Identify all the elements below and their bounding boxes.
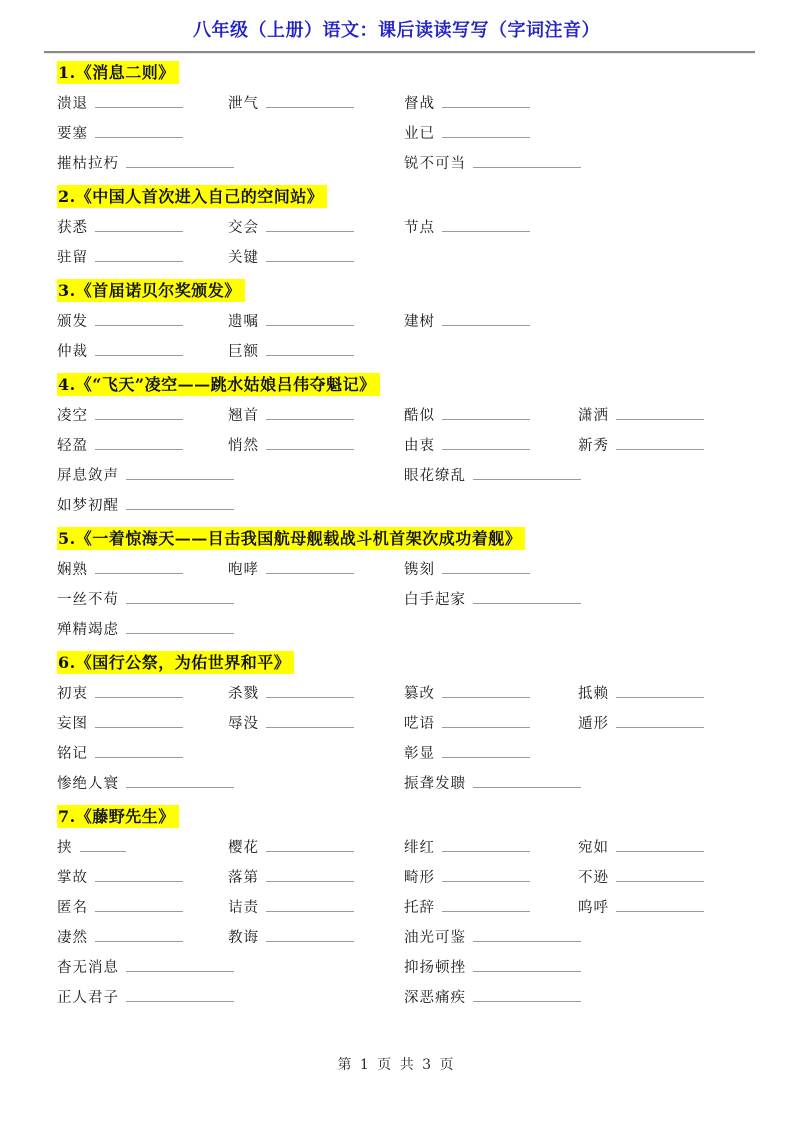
section-heading-text: 2.《中国人首次进入自己的空间站》 — [57, 185, 327, 208]
word-cell — [228, 430, 404, 461]
section-heading-text: 7.《藤野先生》 — [57, 805, 179, 828]
word-cell — [228, 832, 404, 863]
word-label: 仲裁 — [57, 344, 88, 360]
word-cell — [57, 148, 228, 179]
word-cell — [404, 708, 578, 739]
document-title: 八年级（上册）语文：课后读读写写（字词注音） — [193, 20, 600, 41]
answer-blank — [616, 407, 704, 420]
section-heading — [57, 370, 755, 400]
word-label: 樱花 — [228, 840, 259, 856]
word-cell — [57, 554, 228, 585]
word-cell — [578, 678, 755, 709]
word-cell — [404, 460, 578, 491]
word-label: 畸形 — [404, 870, 435, 886]
word-cell — [57, 738, 228, 769]
word-cell — [57, 678, 228, 709]
answer-blank — [442, 125, 530, 138]
word-label: 新秀 — [578, 438, 609, 454]
word-cell — [578, 862, 755, 893]
word-label: 遗嘱 — [228, 314, 259, 330]
word-row — [57, 584, 755, 614]
word-label: 一丝不苟 — [57, 592, 119, 608]
section-heading — [57, 276, 755, 306]
word-label: 挟 — [57, 840, 73, 856]
word-label: 关键 — [228, 250, 259, 266]
word-row — [57, 336, 755, 366]
word-label: 诘责 — [228, 900, 259, 916]
section-heading-text: 6.《国行公祭，为佑世界和平》 — [57, 651, 294, 674]
word-row — [57, 430, 755, 460]
word-label: 节点 — [404, 220, 435, 236]
word-label: 镌刻 — [404, 562, 435, 578]
word-label: 抵赖 — [578, 686, 609, 702]
answer-blank — [266, 249, 354, 262]
answer-blank — [266, 407, 354, 420]
answer-blank — [442, 407, 530, 420]
answer-blank — [473, 989, 581, 1002]
answer-blank — [126, 497, 234, 510]
answer-blank — [95, 929, 183, 942]
word-cell — [404, 862, 578, 893]
word-cell — [57, 892, 228, 923]
word-cell — [228, 678, 404, 709]
word-label: 白手起家 — [404, 592, 466, 608]
word-row — [57, 768, 755, 798]
word-label: 杀戮 — [228, 686, 259, 702]
word-cell — [578, 430, 755, 461]
answer-blank — [616, 437, 704, 450]
word-label: 匿名 — [57, 900, 88, 916]
answer-blank — [95, 407, 183, 420]
answer-blank — [95, 219, 183, 232]
word-cell — [57, 336, 228, 367]
answer-blank — [80, 839, 126, 852]
word-cell — [404, 212, 578, 243]
answer-blank — [616, 715, 704, 728]
word-cell — [57, 832, 228, 863]
answer-blank — [266, 685, 354, 698]
word-label: 油光可鉴 — [404, 930, 466, 946]
answer-blank — [95, 715, 183, 728]
word-label: 不逊 — [578, 870, 609, 886]
word-row — [57, 952, 755, 982]
word-label: 督战 — [404, 96, 435, 112]
title-divider — [44, 51, 755, 54]
answer-blank — [266, 95, 354, 108]
answer-blank — [442, 561, 530, 574]
word-cell — [57, 614, 228, 645]
word-label: 交会 — [228, 220, 259, 236]
word-label: 颁发 — [57, 314, 88, 330]
word-cell — [57, 430, 228, 461]
word-label: 教诲 — [228, 930, 259, 946]
word-label: 巨额 — [228, 344, 259, 360]
section-heading — [57, 648, 755, 678]
word-row — [57, 88, 755, 118]
word-label: 妄图 — [57, 716, 88, 732]
answer-blank — [442, 437, 530, 450]
answer-blank — [442, 715, 530, 728]
word-cell — [228, 242, 404, 273]
word-label: 凄然 — [57, 930, 88, 946]
word-cell — [404, 88, 578, 119]
word-label: 凌空 — [57, 408, 88, 424]
word-label: 驻留 — [57, 250, 88, 266]
answer-blank — [95, 125, 183, 138]
word-cell — [57, 952, 228, 983]
answer-blank — [126, 775, 234, 788]
word-label: 获悉 — [57, 220, 88, 236]
word-label: 翘首 — [228, 408, 259, 424]
word-cell — [57, 982, 228, 1013]
answer-blank — [126, 467, 234, 480]
word-label: 掌故 — [57, 870, 88, 886]
answer-blank — [616, 869, 704, 882]
answer-blank — [95, 95, 183, 108]
answer-blank — [442, 745, 530, 758]
word-cell — [57, 400, 228, 431]
word-label: 锐不可当 — [404, 156, 466, 172]
answer-blank — [95, 437, 183, 450]
word-label: 咆哮 — [228, 562, 259, 578]
word-cell — [228, 336, 404, 367]
answer-blank — [266, 929, 354, 942]
word-cell — [57, 88, 228, 119]
word-label: 殚精竭虑 — [57, 622, 119, 638]
answer-blank — [126, 591, 234, 604]
word-cell — [578, 892, 755, 923]
word-cell — [57, 768, 228, 799]
word-cell — [57, 922, 228, 953]
answer-blank — [616, 685, 704, 698]
word-label: 潇洒 — [578, 408, 609, 424]
section — [57, 58, 755, 178]
answer-blank — [473, 775, 581, 788]
word-row — [57, 460, 755, 490]
word-label: 如梦初醒 — [57, 498, 119, 514]
answer-blank — [442, 219, 530, 232]
word-cell — [57, 306, 228, 337]
answer-blank — [266, 899, 354, 912]
answer-blank — [442, 839, 530, 852]
section — [57, 276, 755, 366]
word-label: 娴熟 — [57, 562, 88, 578]
page-footer: 第 1 页 共 3 页 — [337, 1057, 456, 1073]
answer-blank — [266, 313, 354, 326]
word-label: 遁形 — [578, 716, 609, 732]
word-row — [57, 678, 755, 708]
word-row — [57, 400, 755, 430]
word-label: 由衷 — [404, 438, 435, 454]
word-cell — [404, 306, 578, 337]
word-cell — [228, 862, 404, 893]
answer-blank — [442, 95, 530, 108]
answer-blank — [442, 869, 530, 882]
section — [57, 370, 755, 520]
word-label: 深恶痛疾 — [404, 990, 466, 1006]
section-heading-text: 4.《“飞天”凌空——跳水姑娘吕伟夺魁记》 — [57, 373, 380, 396]
word-row — [57, 118, 755, 148]
section — [57, 182, 755, 272]
word-cell — [578, 708, 755, 739]
sections-container — [57, 58, 755, 1012]
answer-blank — [266, 219, 354, 232]
answer-blank — [95, 869, 183, 882]
section-heading-text: 3.《首届诺贝尔奖颁发》 — [57, 279, 245, 302]
answer-blank — [266, 839, 354, 852]
answer-blank — [266, 869, 354, 882]
answer-blank — [95, 249, 183, 262]
word-cell — [404, 554, 578, 585]
word-cell — [57, 490, 228, 521]
section — [57, 524, 755, 644]
answer-blank — [95, 313, 183, 326]
word-label: 眼花缭乱 — [404, 468, 466, 484]
answer-blank — [266, 561, 354, 574]
word-cell — [228, 892, 404, 923]
word-cell — [404, 892, 578, 923]
answer-blank — [95, 899, 183, 912]
section-heading-text: 5.《一着惊海天——目击我国航母舰载战斗机首架次成功着舰》 — [57, 527, 525, 550]
word-cell — [57, 242, 228, 273]
word-cell — [404, 922, 578, 953]
word-label: 托辞 — [404, 900, 435, 916]
section — [57, 802, 755, 1012]
word-label: 业已 — [404, 126, 435, 142]
section — [57, 648, 755, 798]
word-cell — [404, 768, 578, 799]
section-heading — [57, 58, 755, 88]
word-row — [57, 982, 755, 1012]
answer-blank — [126, 989, 234, 1002]
answer-blank — [266, 343, 354, 356]
answer-blank — [95, 343, 183, 356]
word-row — [57, 554, 755, 584]
word-cell — [57, 118, 228, 149]
word-row — [57, 832, 755, 862]
word-cell — [404, 584, 578, 615]
word-cell — [404, 400, 578, 431]
word-row — [57, 306, 755, 336]
answer-blank — [473, 155, 581, 168]
word-label: 摧枯拉朽 — [57, 156, 119, 172]
word-row — [57, 212, 755, 242]
word-label: 杳无消息 — [57, 960, 119, 976]
answer-blank — [473, 467, 581, 480]
answer-blank — [473, 591, 581, 604]
word-label: 呓语 — [404, 716, 435, 732]
word-label: 建树 — [404, 314, 435, 330]
answer-blank — [473, 959, 581, 972]
word-row — [57, 242, 755, 272]
word-cell — [57, 584, 228, 615]
word-cell — [578, 832, 755, 863]
word-label: 轻盈 — [57, 438, 88, 454]
word-cell — [404, 430, 578, 461]
word-label: 酷似 — [404, 408, 435, 424]
answer-blank — [442, 313, 530, 326]
word-label: 正人君子 — [57, 990, 119, 1006]
word-cell — [228, 88, 404, 119]
word-cell — [57, 708, 228, 739]
word-row — [57, 490, 755, 520]
section-heading-text: 1.《消息二则》 — [57, 61, 179, 84]
word-row — [57, 708, 755, 738]
word-row — [57, 892, 755, 922]
word-cell — [578, 400, 755, 431]
answer-blank — [266, 437, 354, 450]
word-label: 惨绝人寰 — [57, 776, 119, 792]
word-label: 悄然 — [228, 438, 259, 454]
word-cell — [228, 708, 404, 739]
word-label: 呜呼 — [578, 900, 609, 916]
word-cell — [404, 982, 578, 1013]
word-label: 抑扬顿挫 — [404, 960, 466, 976]
word-label: 落第 — [228, 870, 259, 886]
word-label: 屏息敛声 — [57, 468, 119, 484]
answer-blank — [95, 561, 183, 574]
word-label: 宛如 — [578, 840, 609, 856]
word-row — [57, 862, 755, 892]
section-heading — [57, 524, 755, 554]
section-heading — [57, 182, 755, 212]
answer-blank — [126, 959, 234, 972]
word-label: 振聋发聩 — [404, 776, 466, 792]
word-cell — [57, 212, 228, 243]
word-cell — [404, 148, 578, 179]
answer-blank — [266, 715, 354, 728]
answer-blank — [95, 685, 183, 698]
word-label: 要塞 — [57, 126, 88, 142]
word-cell — [404, 118, 578, 149]
word-cell — [57, 862, 228, 893]
word-cell — [404, 832, 578, 863]
answer-blank — [442, 899, 530, 912]
word-label: 辱没 — [228, 716, 259, 732]
answer-blank — [95, 745, 183, 758]
word-label: 绯红 — [404, 840, 435, 856]
word-row — [57, 614, 755, 644]
word-cell — [228, 212, 404, 243]
answer-blank — [616, 899, 704, 912]
section-heading — [57, 802, 755, 832]
word-cell — [228, 306, 404, 337]
word-row — [57, 922, 755, 952]
word-label: 初衷 — [57, 686, 88, 702]
word-cell — [57, 460, 228, 491]
answer-blank — [442, 685, 530, 698]
answer-blank — [473, 929, 581, 942]
answer-blank — [126, 621, 234, 634]
answer-blank — [616, 839, 704, 852]
word-cell — [228, 400, 404, 431]
word-row — [57, 148, 755, 178]
word-label: 泄气 — [228, 96, 259, 112]
word-label: 篡改 — [404, 686, 435, 702]
word-label: 溃退 — [57, 96, 88, 112]
word-label: 彰显 — [404, 746, 435, 762]
word-cell — [228, 554, 404, 585]
word-cell — [228, 922, 404, 953]
word-cell — [404, 678, 578, 709]
word-cell — [404, 738, 578, 769]
word-row — [57, 738, 755, 768]
word-cell — [404, 952, 578, 983]
answer-blank — [126, 155, 234, 168]
word-label: 铭记 — [57, 746, 88, 762]
